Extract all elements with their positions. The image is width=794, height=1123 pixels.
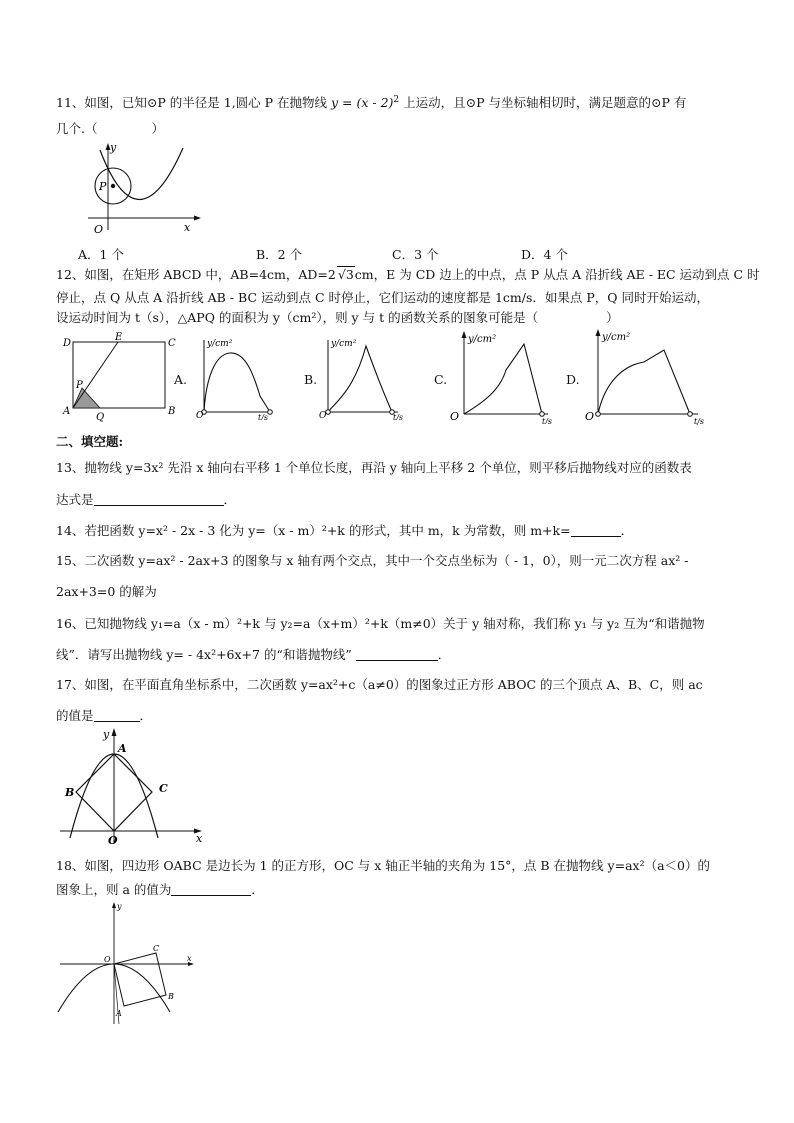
q11-option-a: A．1 个 <box>78 247 124 262</box>
q12-label-b: B <box>168 406 176 417</box>
q17-fig-o-label: O <box>108 834 118 847</box>
q12-option-c-letter: C. <box>434 372 448 387</box>
q12-d-ylabel: y/cm² <box>602 332 631 343</box>
q12-line-3 <box>56 310 619 326</box>
q12-option-c-graph <box>448 328 558 424</box>
q15-line-1: 15、二次函数 y=ax² - 2ax+3 的图象与 x 轴有两个交点，其中一个交点坐标为（ - 1，0），则一元二次方程 ax² - <box>56 553 689 568</box>
q13-answer-blank[interactable] <box>94 493 224 506</box>
q11-figure <box>80 140 210 240</box>
q13-text-end: 达式是 <box>56 492 94 507</box>
q17-fig-a-label: A <box>118 742 127 755</box>
q11-text-c: 几个.（ <box>56 121 98 136</box>
q14-text: 14、若把函数 y=x² - 2x - 3 化为 y=（x - m）²+k 的形式，其中 m，k 为常数，则 m+k= <box>56 523 571 538</box>
q18-fig-y-label: y <box>117 902 122 911</box>
q12-text-a: 12、如图，在矩形 ABCD 中，AB=4cm，AD=2 <box>56 267 336 282</box>
q14-line-1 <box>56 523 633 539</box>
q17-fig-b-label: B <box>65 786 75 799</box>
q17-line-2 <box>56 708 152 724</box>
q12-label-c: C <box>168 338 176 349</box>
q12-line-2: 停止，点 Q 从点 A 沿折线 AB - BC 运动到点 C 时停止，它们运动的速度都是 1cm/s．如果点 P，Q 同时开始运动， <box>56 290 710 305</box>
q12-b-tlabel: t/s <box>393 413 404 420</box>
q11-line-1 <box>56 92 686 111</box>
q17-line-1: 17、如图，在平面直角坐标系中，二次函数 y=ax²+c（a≠0）的图象过正方形 ABOC 的三个顶点 A、B、C，则 ac <box>56 677 703 692</box>
q11-fig-origin-label: O <box>94 223 104 236</box>
q11-fig-y-label: y <box>110 141 117 154</box>
q16-line-2 <box>56 647 450 663</box>
q18-figure <box>56 900 201 1025</box>
q12-text-b: cm，E 为 CD 边上的中点，点 P 从点 A 沿折线 AE - EC 运动到点 C 时 <box>354 267 760 282</box>
q11-formula-exponent: 2 <box>393 95 400 105</box>
q13-period: ． <box>223 492 237 507</box>
q12-option-d-graph <box>582 326 712 426</box>
q12-paren-close: ） <box>606 310 619 325</box>
q16-answer-blank[interactable] <box>356 648 438 661</box>
q13-line-2 <box>56 492 236 508</box>
q12-d-tlabel: t/s <box>694 417 705 426</box>
q18-answer-blank[interactable] <box>171 883 251 896</box>
q18-line-1: 18、如图，四边形 OABC 是边长为 1 的正方形，OC 与 x 轴正半轴的夹角为 15°，点 B 在抛物线 y=ax²（a＜0）的 <box>56 858 710 873</box>
q18-fig-x-label: x <box>187 954 192 963</box>
q11-text-b: 上运动，且⊙P 与坐标轴相切时，满足题意的⊙P 有 <box>399 95 687 111</box>
q12-label-e: E <box>115 332 123 343</box>
q12-option-a-letter: A. <box>174 372 188 387</box>
q12-d-origin: O <box>585 410 595 423</box>
q17-answer-blank[interactable] <box>94 709 140 722</box>
q12-c-origin: O <box>450 410 460 423</box>
q11-option-d: D．4 个 <box>521 247 568 262</box>
q12-b-origin: O <box>319 411 327 420</box>
q16-line-1: 16、已知抛物线 y₁=a（x - m）²+k 与 y₂=a（x+m）²+k（m≠0）关于 y 轴对称，我们称 y₁ 与 y₂ 互为“和谐抛物 <box>56 616 705 631</box>
q17-fig-c-label: C <box>159 782 168 795</box>
q11-paren-close: ） <box>151 121 164 136</box>
q18-fig-o-label: O <box>104 955 111 964</box>
q14-period: ． <box>620 523 634 538</box>
q18-fig-b-label: B <box>168 992 174 1001</box>
q12-label-p: P <box>76 380 83 391</box>
q16-period: ． <box>437 647 451 662</box>
q12-text-c: 设运动时间为 t（s），△APQ 的面积为 y（cm²），则 y 与 t 的函数关系的图象可能是（ <box>56 310 539 325</box>
q11-fig-p-label: P <box>99 180 107 193</box>
q14-answer-blank[interactable] <box>571 524 621 537</box>
q11-line-2 <box>56 121 164 137</box>
q12-c-tlabel: t/s <box>542 417 553 424</box>
q18-line-2 <box>56 882 264 898</box>
q12-option-b-graph <box>318 336 408 420</box>
q16-text: 线”．请写出抛物线 y= - 4x²+6x+7 的“和谐抛物线” <box>56 647 352 662</box>
q12-option-a-graph <box>196 336 276 420</box>
section-fill-in-title: 二、填空题: <box>56 434 124 449</box>
q17-fig-y-label: y <box>103 728 110 741</box>
q12-option-d-letter: D. <box>566 372 580 387</box>
q12-option-b-letter: B. <box>304 372 318 387</box>
q11-text-a: 11、如图，已知⊙P 的半径是 1,圆心 P 在抛物线 <box>56 95 331 111</box>
q12-label-d: D <box>63 338 72 349</box>
q11-fig-x-label: x <box>184 221 191 234</box>
q15-line-2: 2ax+3=0 的解为 <box>56 584 157 599</box>
q12-label-q: Q <box>96 412 105 422</box>
q12-rectangle-figure <box>60 332 180 422</box>
q17-text: 的值是 <box>56 708 94 723</box>
q17-figure <box>58 726 208 848</box>
q12-b-ylabel: y/cm² <box>331 339 357 349</box>
q18-fig-a-label: A <box>116 1009 122 1018</box>
q12-line-1: 12、如图，在矩形 ABCD 中，AB=4cm，AD=2 √3cm，E 为 CD 边上的中点，点 P 从点 A 沿折线 AE - EC 运动到点 C 时 <box>56 267 760 282</box>
q11-option-b: B．2 个 <box>256 247 303 262</box>
q11-formula: y = (x - 2) <box>331 95 394 111</box>
q12-sqrt-value: 3 <box>345 267 354 282</box>
q12-a-origin: O <box>196 411 204 420</box>
q12-a-tlabel: t/s <box>258 413 269 420</box>
q11-option-c: C．3 个 <box>392 247 439 262</box>
q17-period: ． <box>139 708 153 723</box>
q18-text: 图象上，则 a 的值为 <box>56 882 172 897</box>
q18-fig-c-label: C <box>153 944 160 953</box>
q12-c-ylabel: y/cm² <box>468 334 497 345</box>
q12-label-a: A <box>63 406 71 417</box>
q13-line-1: 13、抛物线 y=3x² 先沿 x 轴向右平移 1 个单位长度，再沿 y 轴向上平移 2 个单位，则平移后抛物线对应的函数表 <box>56 460 692 475</box>
q12-a-ylabel: y/cm² <box>207 339 233 349</box>
q18-period: ． <box>251 882 264 897</box>
q17-fig-x-label: x <box>196 832 203 845</box>
